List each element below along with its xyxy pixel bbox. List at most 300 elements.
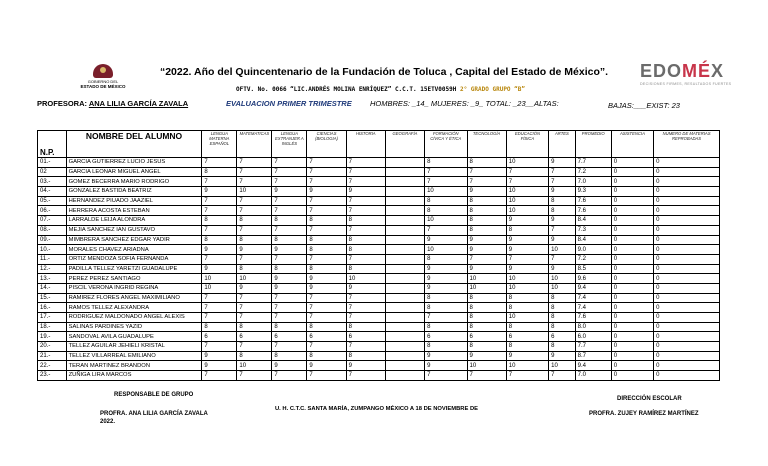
table-row bbox=[38, 332, 720, 342]
grade-cell: 7 bbox=[272, 206, 307, 216]
table-row bbox=[38, 187, 720, 197]
school-info: OFTV. No. 0066 “LIC.ANDRÉS MOLINA ENRÍQUEZ” C.C.T. 15ETV0059H bbox=[236, 86, 460, 93]
grade-cell: 8 bbox=[272, 351, 307, 361]
student-name: HERNANDEZ PIUADO JAAZIEL bbox=[66, 196, 202, 206]
grade-cell: 0 bbox=[611, 293, 653, 303]
grade-cell: 6 bbox=[549, 332, 576, 342]
col-subject: EDUCACIÓN FÍSICA bbox=[506, 131, 548, 158]
grade-cell: 9 bbox=[237, 245, 272, 255]
row-number: 17.- bbox=[38, 313, 67, 323]
grade-cell: 8 bbox=[307, 322, 346, 332]
grade-cell: 7 bbox=[307, 177, 346, 187]
col-asistencia: ASISTENCIA bbox=[611, 131, 653, 158]
grade-cell: 8 bbox=[237, 322, 272, 332]
grade-cell: 0 bbox=[611, 322, 653, 332]
grade-cell: 0 bbox=[654, 361, 720, 371]
grade-cell bbox=[385, 332, 424, 342]
grade-cell: 10 bbox=[506, 187, 548, 197]
col-subject: ARTES bbox=[549, 131, 576, 158]
grade-cell: 6 bbox=[307, 332, 346, 342]
teacher-signature-name: PROFRA. ANA LILIA GARCÍA ZAVALA bbox=[100, 411, 208, 417]
grade-cell: 0 bbox=[611, 167, 653, 177]
grade-cell: 8 bbox=[202, 322, 237, 332]
grade-cell bbox=[385, 313, 424, 323]
brand-accent: MÉ bbox=[682, 61, 712, 81]
grade-cell: 0 bbox=[654, 187, 720, 197]
row-number: 05.- bbox=[38, 196, 67, 206]
grade-cell: 8 bbox=[467, 216, 506, 226]
grade-cell: 7 bbox=[346, 225, 385, 235]
row-number: 10.- bbox=[38, 245, 67, 255]
grade-cell: 10 bbox=[506, 361, 548, 371]
grade-cell: 7 bbox=[346, 206, 385, 216]
grade-cell: 0 bbox=[611, 177, 653, 187]
grade-cell: 7 bbox=[237, 342, 272, 352]
grade-cell: 8 bbox=[425, 158, 467, 168]
grade-cell: 8 bbox=[467, 313, 506, 323]
grade-cell: 7 bbox=[307, 342, 346, 352]
grade-cell: 7 bbox=[202, 254, 237, 264]
grade-cell: 8 bbox=[237, 216, 272, 226]
grade-cell: 0 bbox=[654, 322, 720, 332]
grade-cell: 0 bbox=[654, 254, 720, 264]
grade-cell: 0 bbox=[611, 264, 653, 274]
grade-cell: 7 bbox=[237, 313, 272, 323]
grade-cell: 8 bbox=[549, 303, 576, 313]
grade-cell: 7 bbox=[272, 371, 307, 381]
grade-cell: 9 bbox=[425, 351, 467, 361]
grade-cell bbox=[385, 342, 424, 352]
grade-cell: 7.6 bbox=[575, 313, 611, 323]
grade-cell: 7 bbox=[549, 254, 576, 264]
grade-cell: 0 bbox=[654, 342, 720, 352]
grade-cell: 0 bbox=[654, 264, 720, 274]
grade-cell: 9 bbox=[272, 245, 307, 255]
student-name: MEJIA SANCHEZ IAN GUSTAVO bbox=[66, 225, 202, 235]
grade-cell: 9 bbox=[272, 274, 307, 284]
grade-cell: 9 bbox=[202, 245, 237, 255]
grade-cell: 8 bbox=[549, 313, 576, 323]
grade-cell: 8.5 bbox=[575, 264, 611, 274]
grade-cell: 7 bbox=[272, 225, 307, 235]
grade-cell: 8 bbox=[425, 342, 467, 352]
grade-cell: 8 bbox=[506, 342, 548, 352]
row-number: 07.- bbox=[38, 216, 67, 226]
grade-cell: 0 bbox=[654, 216, 720, 226]
grade-cell: 0 bbox=[611, 351, 653, 361]
grade-cell: 7 bbox=[346, 254, 385, 264]
grade-cell: 8 bbox=[272, 264, 307, 274]
student-name: LARRALDE LEIJA ALONDRA bbox=[66, 216, 202, 226]
grade-cell: 8 bbox=[425, 293, 467, 303]
grade-cell: 10 bbox=[237, 274, 272, 284]
grade-cell: 10 bbox=[467, 283, 506, 293]
grade-cell: 9.3 bbox=[575, 187, 611, 197]
grade-cell: 0 bbox=[611, 254, 653, 264]
grade-cell: 7 bbox=[549, 177, 576, 187]
brand-pre: EDO bbox=[640, 61, 683, 81]
grade-cell: 0 bbox=[611, 342, 653, 352]
grade-cell: 0 bbox=[654, 283, 720, 293]
grade-cell: 9.4 bbox=[575, 361, 611, 371]
grade-cell: 9 bbox=[307, 361, 346, 371]
grade-cell: 0 bbox=[654, 235, 720, 245]
grade-cell: 7 bbox=[467, 177, 506, 187]
grade-group: 2° GRADO GRUPO “B” bbox=[459, 86, 525, 93]
grade-cell: 8 bbox=[202, 235, 237, 245]
grade-cell: 7 bbox=[307, 167, 346, 177]
director-signature-name: PROFRA. ZUJEY RAMÍREZ MARTÍNEZ bbox=[589, 411, 699, 417]
grade-cell: 8 bbox=[506, 225, 548, 235]
document-title: “2022. Año del Quincentenario de la Fundación de Toluca , Capital del Estado de México”. bbox=[159, 66, 609, 78]
grade-cell: 6 bbox=[237, 332, 272, 342]
grade-cell: 7.0 bbox=[575, 371, 611, 381]
grade-cell: 8 bbox=[237, 235, 272, 245]
school-info-line bbox=[236, 86, 525, 93]
grade-cell: 8 bbox=[307, 245, 346, 255]
student-name: SALINAS PARDINES YAZID bbox=[66, 322, 202, 332]
grade-cell: 9 bbox=[549, 264, 576, 274]
grade-cell: 7 bbox=[307, 206, 346, 216]
grade-cell: 9 bbox=[307, 187, 346, 197]
gov-line-2: ESTADO DE MÉXICO bbox=[80, 84, 126, 89]
row-number: 15.- bbox=[38, 293, 67, 303]
grade-cell: 7 bbox=[307, 254, 346, 264]
grade-cell: 10 bbox=[237, 361, 272, 371]
grade-cell: 10 bbox=[506, 158, 548, 168]
grade-cell: 7 bbox=[307, 158, 346, 168]
grade-cell: 8 bbox=[425, 322, 467, 332]
grade-cell: 8.0 bbox=[575, 322, 611, 332]
grade-cell: 8 bbox=[307, 264, 346, 274]
grade-cell: 10 bbox=[467, 274, 506, 284]
grade-cell: 10 bbox=[549, 283, 576, 293]
grade-cell: 7 bbox=[467, 371, 506, 381]
direccion-label: DIRECCIÓN ESCOLAR bbox=[617, 396, 682, 402]
grade-cell bbox=[385, 187, 424, 197]
grade-cell: 7 bbox=[425, 313, 467, 323]
row-number: 16.- bbox=[38, 303, 67, 313]
grade-cell: 0 bbox=[654, 303, 720, 313]
grade-cell: 7 bbox=[549, 371, 576, 381]
grade-cell bbox=[385, 322, 424, 332]
grade-cell: 8 bbox=[346, 351, 385, 361]
grade-cell: 7.6 bbox=[575, 196, 611, 206]
grade-cell: 0 bbox=[654, 206, 720, 216]
grade-cell: 9 bbox=[549, 158, 576, 168]
grade-cell: 0 bbox=[654, 313, 720, 323]
teacher-label: PROFESORA: bbox=[37, 99, 89, 108]
grade-cell: 0 bbox=[611, 235, 653, 245]
grade-cell: 9 bbox=[202, 361, 237, 371]
grade-cell: 8.4 bbox=[575, 235, 611, 245]
grade-cell: 9 bbox=[549, 351, 576, 361]
grade-cell: 9 bbox=[467, 245, 506, 255]
grade-cell: 10 bbox=[506, 206, 548, 216]
grade-cell: 7 bbox=[425, 225, 467, 235]
grade-cell: 8 bbox=[467, 196, 506, 206]
grade-cell: 10 bbox=[425, 245, 467, 255]
grade-cell: 0 bbox=[611, 196, 653, 206]
grade-cell: 9.4 bbox=[575, 283, 611, 293]
student-name: MORALES CHAVEZ ARIADNA bbox=[66, 245, 202, 255]
table-row bbox=[38, 361, 720, 371]
student-name: PEREZ PEREZ SANTIAGO bbox=[66, 274, 202, 284]
grade-cell: 7 bbox=[272, 303, 307, 313]
grade-cell: 8 bbox=[467, 206, 506, 216]
grade-cell: 7 bbox=[346, 371, 385, 381]
grade-cell: 7 bbox=[307, 293, 346, 303]
table-row bbox=[38, 342, 720, 352]
grade-cell: 9 bbox=[272, 361, 307, 371]
table-row bbox=[38, 254, 720, 264]
grade-cell: 9 bbox=[202, 187, 237, 197]
grade-cell: 9 bbox=[425, 361, 467, 371]
grade-cell: 8 bbox=[467, 303, 506, 313]
grade-cell: 0 bbox=[611, 283, 653, 293]
row-number: 14.- bbox=[38, 283, 67, 293]
grade-cell: 10 bbox=[202, 283, 237, 293]
table-row bbox=[38, 274, 720, 284]
student-name: GONZALEZ BASTIDA BEATRIZ bbox=[66, 187, 202, 197]
grade-cell: 0 bbox=[654, 371, 720, 381]
grade-cell: 8 bbox=[549, 322, 576, 332]
grade-cell: 7 bbox=[202, 371, 237, 381]
grade-cell: 9 bbox=[467, 187, 506, 197]
row-number: 20.- bbox=[38, 342, 67, 352]
row-number: 06.- bbox=[38, 206, 67, 216]
grade-cell: 7 bbox=[506, 371, 548, 381]
grade-cell: 0 bbox=[654, 196, 720, 206]
grade-cell: 0 bbox=[654, 245, 720, 255]
grade-cell bbox=[385, 283, 424, 293]
grade-cell: 8 bbox=[346, 245, 385, 255]
grade-cell: 7 bbox=[307, 196, 346, 206]
grade-cell: 10 bbox=[425, 187, 467, 197]
student-name: MIMBRERA SANCHEZ EDGAR YADIR bbox=[66, 235, 202, 245]
grade-cell: 7 bbox=[272, 158, 307, 168]
grade-cell: 7 bbox=[237, 196, 272, 206]
grade-cell: 7 bbox=[307, 371, 346, 381]
grade-cell: 7 bbox=[549, 167, 576, 177]
grade-cell bbox=[385, 371, 424, 381]
grade-cell: 7 bbox=[272, 342, 307, 352]
grade-cell: 10 bbox=[202, 274, 237, 284]
row-number: 23.- bbox=[38, 371, 67, 381]
student-name: GOMEZ BECERRA MARIO RODRIGO bbox=[66, 177, 202, 187]
grade-cell: 7 bbox=[272, 167, 307, 177]
grade-cell: 9 bbox=[506, 351, 548, 361]
row-number: 01.- bbox=[38, 158, 67, 168]
table-row bbox=[38, 351, 720, 361]
grade-cell: 7 bbox=[272, 293, 307, 303]
grade-cell: 9 bbox=[467, 264, 506, 274]
grade-cell bbox=[385, 254, 424, 264]
table-row bbox=[38, 264, 720, 274]
grade-cell: 7 bbox=[202, 293, 237, 303]
grade-cell: 8 bbox=[425, 254, 467, 264]
grade-cell: 9 bbox=[307, 283, 346, 293]
grade-cell: 7 bbox=[346, 158, 385, 168]
grade-cell: 6 bbox=[202, 332, 237, 342]
grade-cell: 10 bbox=[506, 274, 548, 284]
grade-cell: 8 bbox=[425, 206, 467, 216]
grade-cell: 8 bbox=[467, 322, 506, 332]
grade-cell bbox=[385, 264, 424, 274]
grade-cell: 7 bbox=[202, 342, 237, 352]
grade-cell: 7 bbox=[237, 293, 272, 303]
grade-cell bbox=[385, 216, 424, 226]
brand-post: X bbox=[711, 61, 725, 81]
gov-line-1: GOBIERNO DEL bbox=[87, 79, 119, 84]
grade-cell: 0 bbox=[611, 313, 653, 323]
grade-cell: 7.7 bbox=[575, 342, 611, 352]
student-name: TERAN MARTINEZ BRANDON bbox=[66, 361, 202, 371]
grade-cell: 8 bbox=[467, 342, 506, 352]
grade-cell: 0 bbox=[654, 177, 720, 187]
grade-cell: 7 bbox=[346, 303, 385, 313]
col-subject: MATEMATICAS bbox=[237, 131, 272, 158]
grade-cell: 7 bbox=[202, 206, 237, 216]
grade-cell bbox=[385, 225, 424, 235]
student-name: RAMIREZ FLORES ANGEL MAXIMILIANO bbox=[66, 293, 202, 303]
grade-cell: 9 bbox=[425, 264, 467, 274]
grade-cell: 8 bbox=[346, 264, 385, 274]
grade-cell: 0 bbox=[654, 332, 720, 342]
signature-year: 2022. bbox=[100, 419, 116, 425]
row-number: 08.- bbox=[38, 225, 67, 235]
grade-cell: 8 bbox=[272, 235, 307, 245]
grade-cell: 0 bbox=[611, 245, 653, 255]
grade-cell: 8.4 bbox=[575, 216, 611, 226]
grade-cell: 6 bbox=[425, 332, 467, 342]
grade-cell: 10 bbox=[346, 274, 385, 284]
grade-cell: 8 bbox=[467, 158, 506, 168]
col-promedio: PROMEDIO bbox=[575, 131, 611, 158]
row-number: 11.- bbox=[38, 254, 67, 264]
grade-cell: 7 bbox=[202, 177, 237, 187]
grade-cell: 9 bbox=[467, 235, 506, 245]
grade-cell: 8 bbox=[549, 342, 576, 352]
grade-cell bbox=[385, 361, 424, 371]
grade-cell: 0 bbox=[654, 274, 720, 284]
grade-cell: 9 bbox=[272, 187, 307, 197]
grade-cell: 9 bbox=[202, 351, 237, 361]
grade-cell: 0 bbox=[654, 225, 720, 235]
grade-cell: 7.6 bbox=[575, 206, 611, 216]
table-row bbox=[38, 283, 720, 293]
grade-cell: 10 bbox=[549, 274, 576, 284]
grade-cell: 9 bbox=[506, 235, 548, 245]
grade-cell: 7 bbox=[272, 254, 307, 264]
table-row bbox=[38, 303, 720, 313]
student-name: PISCIL VERONA INGRID REGINA bbox=[66, 283, 202, 293]
col-subject: CIENCIAS (BIOLOGIA) bbox=[307, 131, 346, 158]
grade-cell: 7 bbox=[272, 196, 307, 206]
grade-cell: 9 bbox=[425, 235, 467, 245]
grade-cell: 0 bbox=[611, 303, 653, 313]
grade-cell: 10 bbox=[237, 187, 272, 197]
col-subject: GEOGRAFÍA bbox=[385, 131, 424, 158]
grade-cell: 7 bbox=[237, 371, 272, 381]
col-subject: TECNOLOGÍA bbox=[467, 131, 506, 158]
grade-cell: 8 bbox=[506, 293, 548, 303]
grade-cell: 7 bbox=[237, 225, 272, 235]
student-name: TELLEZ VILLARREAL EMILIANO bbox=[66, 351, 202, 361]
grade-cell: 9 bbox=[549, 235, 576, 245]
grade-cell: 0 bbox=[654, 351, 720, 361]
grade-cell: 7 bbox=[467, 167, 506, 177]
grade-cell: 0 bbox=[654, 158, 720, 168]
row-number: 19.- bbox=[38, 332, 67, 342]
grade-cell: 10 bbox=[506, 283, 548, 293]
grade-cell: 7 bbox=[202, 158, 237, 168]
grade-cell: 6.0 bbox=[575, 332, 611, 342]
grade-cell: 0 bbox=[611, 187, 653, 197]
student-name: GARCIA GUTIERREZ LUCIO JESUS bbox=[66, 158, 202, 168]
grade-cell: 7 bbox=[506, 254, 548, 264]
grade-cell: 8 bbox=[506, 303, 548, 313]
col-student-name: NOMBRE DEL ALUMNO bbox=[66, 131, 202, 158]
grade-cell bbox=[385, 177, 424, 187]
grade-cell: 9 bbox=[202, 264, 237, 274]
grade-cell: 7 bbox=[202, 225, 237, 235]
table-row bbox=[38, 371, 720, 381]
grade-cell: 9.0 bbox=[575, 245, 611, 255]
grade-cell: 7 bbox=[425, 371, 467, 381]
grade-cell: 0 bbox=[611, 274, 653, 284]
col-subject: LENGUA EXTRANJER A INGLÉS bbox=[272, 131, 307, 158]
grade-cell: 7 bbox=[237, 254, 272, 264]
grade-cell: 8 bbox=[307, 351, 346, 361]
grade-cell bbox=[385, 196, 424, 206]
student-name: SANDOVAL AVILA GUADALUPE bbox=[66, 332, 202, 342]
row-number: 03.- bbox=[38, 177, 67, 187]
table-row bbox=[38, 216, 720, 226]
grade-cell: 7 bbox=[272, 177, 307, 187]
row-number: 22.- bbox=[38, 361, 67, 371]
table-row bbox=[38, 235, 720, 245]
grade-cell: 7 bbox=[425, 167, 467, 177]
grade-cell: 7.4 bbox=[575, 293, 611, 303]
col-subject: LENGUA MATERNA ESPAÑOL bbox=[202, 131, 237, 158]
grade-cell: 7 bbox=[346, 293, 385, 303]
grade-cell: 7 bbox=[346, 167, 385, 177]
student-name: ORTIZ MENDOZA SOFIA FERNANDA bbox=[66, 254, 202, 264]
grade-cell: 8 bbox=[425, 303, 467, 313]
grade-cell: 9 bbox=[307, 274, 346, 284]
evaluation-title: EVALUACION PRIMER TRIMESTRE bbox=[226, 99, 352, 108]
teacher-name: ANA LILIA GARCÍA ZAVALA bbox=[88, 99, 189, 108]
grade-cell: 6 bbox=[346, 332, 385, 342]
grade-cell: 0 bbox=[611, 332, 653, 342]
student-name: RAMOS TELLEZ ALEXANDRA bbox=[66, 303, 202, 313]
table-row bbox=[38, 245, 720, 255]
grade-cell: 9 bbox=[425, 274, 467, 284]
grade-cell: 9 bbox=[467, 351, 506, 361]
grade-cell: 7 bbox=[202, 303, 237, 313]
grade-cell: 9 bbox=[549, 216, 576, 226]
grade-cell: 6 bbox=[272, 332, 307, 342]
grade-cell: 10 bbox=[506, 196, 548, 206]
grade-cell: 8 bbox=[237, 264, 272, 274]
grade-cell bbox=[385, 274, 424, 284]
grade-cell: 7.3 bbox=[575, 225, 611, 235]
grade-cell: 8 bbox=[307, 216, 346, 226]
grade-cell: 9 bbox=[346, 283, 385, 293]
grade-cell bbox=[385, 245, 424, 255]
grade-cell: 8 bbox=[549, 206, 576, 216]
